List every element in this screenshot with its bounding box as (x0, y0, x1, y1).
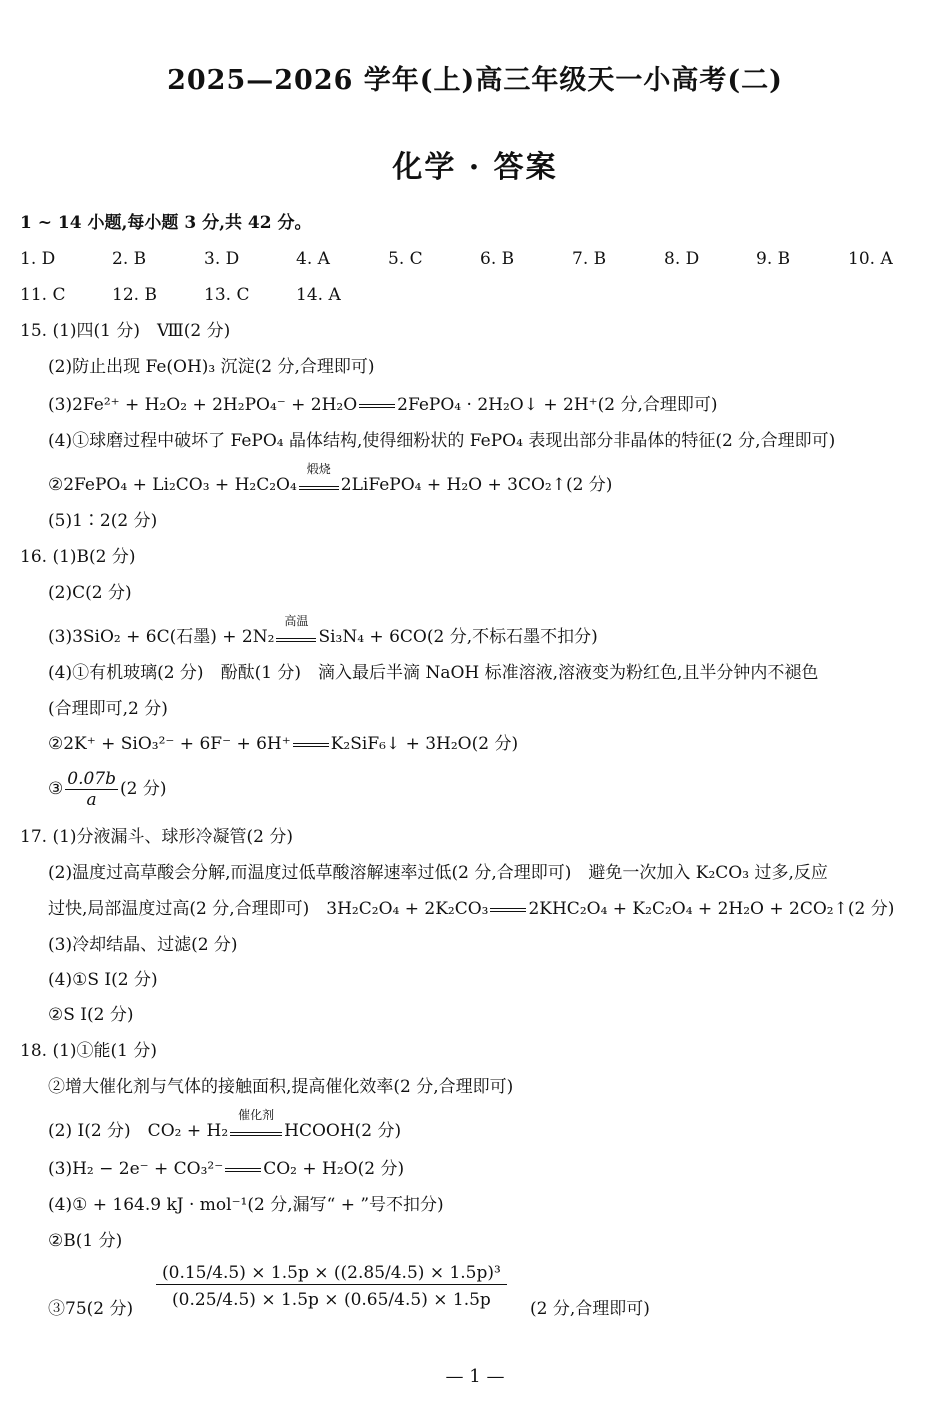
equation-lhs: ②2K⁺ + SiO₃²⁻ + 6F⁻ + 6H⁺ (48, 734, 291, 754)
subject-title: 化学 · 答案 (392, 150, 558, 185)
condition-label: 煅烧 (306, 462, 331, 476)
fraction-numerator: 0.07b (67, 769, 116, 789)
equation-lhs: (3)2Fe²⁺ + H₂O₂ + 2H₂PO₄⁻ + 2H₂O (48, 395, 358, 415)
equation-rhs: K₂SiF₆↓ + 3H₂O(2 分) (330, 734, 519, 754)
mc-intro: 1 ~ 14 小题,每小题 3 分,共 42 分。 (20, 213, 312, 233)
condition-label: 高温 (284, 614, 309, 628)
equals-sign (359, 404, 395, 408)
reaction-condition (299, 462, 339, 490)
equals-sign (225, 1168, 261, 1172)
mc-answer: 1. D (20, 249, 56, 269)
q15-part5: (5)1∶2(2 分) (48, 511, 158, 531)
mc-answer: 9. B (756, 249, 791, 269)
mc-answer: 2. B (112, 249, 147, 269)
q15-part4: (4)①球磨过程中破坏了 FePO₄ 晶体结构,使得细粉状的 FePO₄ 表现出部分非晶体的特征(2 分,合理即可) (48, 431, 836, 451)
q16-part2: (2)C(2 分) (48, 583, 132, 603)
equation-rhs: 2FePO₄ · 2H₂O↓ + 2H⁺(2 分,合理即可) (397, 395, 718, 415)
mc-answer: 11. C (20, 285, 66, 305)
fraction-denominator: a (86, 790, 97, 810)
q18-part3 (48, 1158, 950, 1180)
mc-answer: 12. B (112, 285, 157, 305)
q18-part4c-suffix: (2 分,合理即可) (530, 1299, 650, 1319)
equation-lhs: ②2FePO₄ + Li₂CO₃ + H₂C₂O₄ (48, 475, 297, 495)
q16-part4b (48, 733, 950, 755)
equation-lhs: (3)H₂ − 2e⁻ + CO₃²⁻ (48, 1159, 224, 1179)
mc-answer: 7. B (572, 249, 607, 269)
mc-answer: 14. A (296, 285, 341, 305)
q18-part1: 18. (1)①能(1 分) (20, 1041, 158, 1061)
mc-answer: 5. C (388, 249, 423, 269)
q16-part3 (48, 614, 950, 648)
mc-answer: 3. D (204, 249, 240, 269)
q17-part1: 17. (1)分液漏斗、球形冷凝管(2 分) (20, 827, 294, 847)
equation-rhs: Si₃N₄ + 6CO(2 分,不标石墨不扣分) (318, 627, 598, 647)
mc-answer: 6. B (480, 249, 515, 269)
mc-answer: 8. D (664, 249, 700, 269)
q18-part4: (4)① + 164.9 kJ · mol⁻¹(2 分,漏写“ + ”号不扣分) (48, 1195, 444, 1215)
equation-rhs: CO₂ + H₂O(2 分) (263, 1159, 405, 1179)
q15-part3 (48, 394, 950, 416)
equals-sign (490, 908, 526, 912)
equation-rhs: HCOOH(2 分) (284, 1121, 402, 1141)
fraction (65, 769, 118, 810)
q16-part4c (48, 766, 950, 812)
q17-part4: (4)①S Ⅰ(2 分) (48, 970, 158, 990)
equation-lhs: (3)3SiO₂ + 6C(石墨) + 2N₂ (48, 627, 275, 647)
q15-part1: 15. (1)四(1 分) Ⅷ(2 分) (20, 321, 231, 341)
q16-part4-cont: (合理即可,2 分) (48, 699, 168, 719)
page-number: — 1 — (445, 1366, 505, 1387)
q18-part4b: ②B(1 分) (48, 1231, 123, 1251)
equals-sign (293, 743, 329, 747)
kp-denominator: (0.25/4.5) × 1.5p × (0.65/4.5) × 1.5p (172, 1290, 491, 1310)
condition-label: 催化剂 (238, 1108, 275, 1122)
q17-part2: (2)温度过高草酸会分解,而温度过低草酸溶解速率过低(2 分,合理即可) 避免一次加入 K₂CO₃ 过多,反应 (48, 863, 828, 883)
equation-rhs: 2KHC₂O₄ + K₂C₂O₄ + 2H₂O + 2CO₂↑(2 分) (528, 899, 895, 919)
mc-answer: 10. A (848, 249, 893, 269)
q18-part4c-prefix: ③75(2 分) (48, 1299, 134, 1319)
q18-part2 (48, 1108, 950, 1142)
q17-part4b: ②S Ⅰ(2 分) (48, 1005, 134, 1025)
equation-lhs: 过快,局部温度过高(2 分,合理即可) 3H₂C₂O₄ + 2K₂CO₃ (48, 899, 489, 919)
equation-lhs: (2) Ⅰ(2 分) CO₂ + H₂ (48, 1121, 229, 1141)
kp-numerator: (0.15/4.5) × 1.5p × ((2.85/4.5) × 1.5p)³ (156, 1262, 507, 1285)
answer-suffix: (2 分) (119, 779, 167, 799)
reaction-condition (276, 614, 316, 642)
mc-answer: 13. C (204, 285, 250, 305)
answer-prefix: ③ (48, 779, 64, 799)
q17-part2-cont (48, 898, 950, 920)
q16-part1: 16. (1)B(2 分) (20, 547, 136, 567)
equation-rhs: 2LiFePO₄ + H₂O + 3CO₂↑(2 分) (340, 475, 613, 495)
q16-part4: (4)①有机玻璃(2 分) 酚酞(1 分) 滴入最后半滴 NaOH 标准溶液,溶液变为粉红色,且半分钟内不褪色 (48, 663, 819, 683)
q15-part4b (48, 462, 950, 496)
kp-expression (156, 1262, 507, 1311)
q17-part3: (3)冷却结晶、过滤(2 分) (48, 935, 238, 955)
reaction-condition (230, 1108, 282, 1136)
q15-part2: (2)防止出现 Fe(OH)₃ 沉淀(2 分,合理即可) (48, 357, 375, 377)
mc-answer: 4. A (296, 249, 330, 269)
q18-part1b: ②增大催化剂与气体的接触面积,提高催化效率(2 分,合理即可) (48, 1077, 514, 1097)
page-title: 2025—2026 学年(上)高三年级天一小高考(二) (167, 65, 783, 96)
